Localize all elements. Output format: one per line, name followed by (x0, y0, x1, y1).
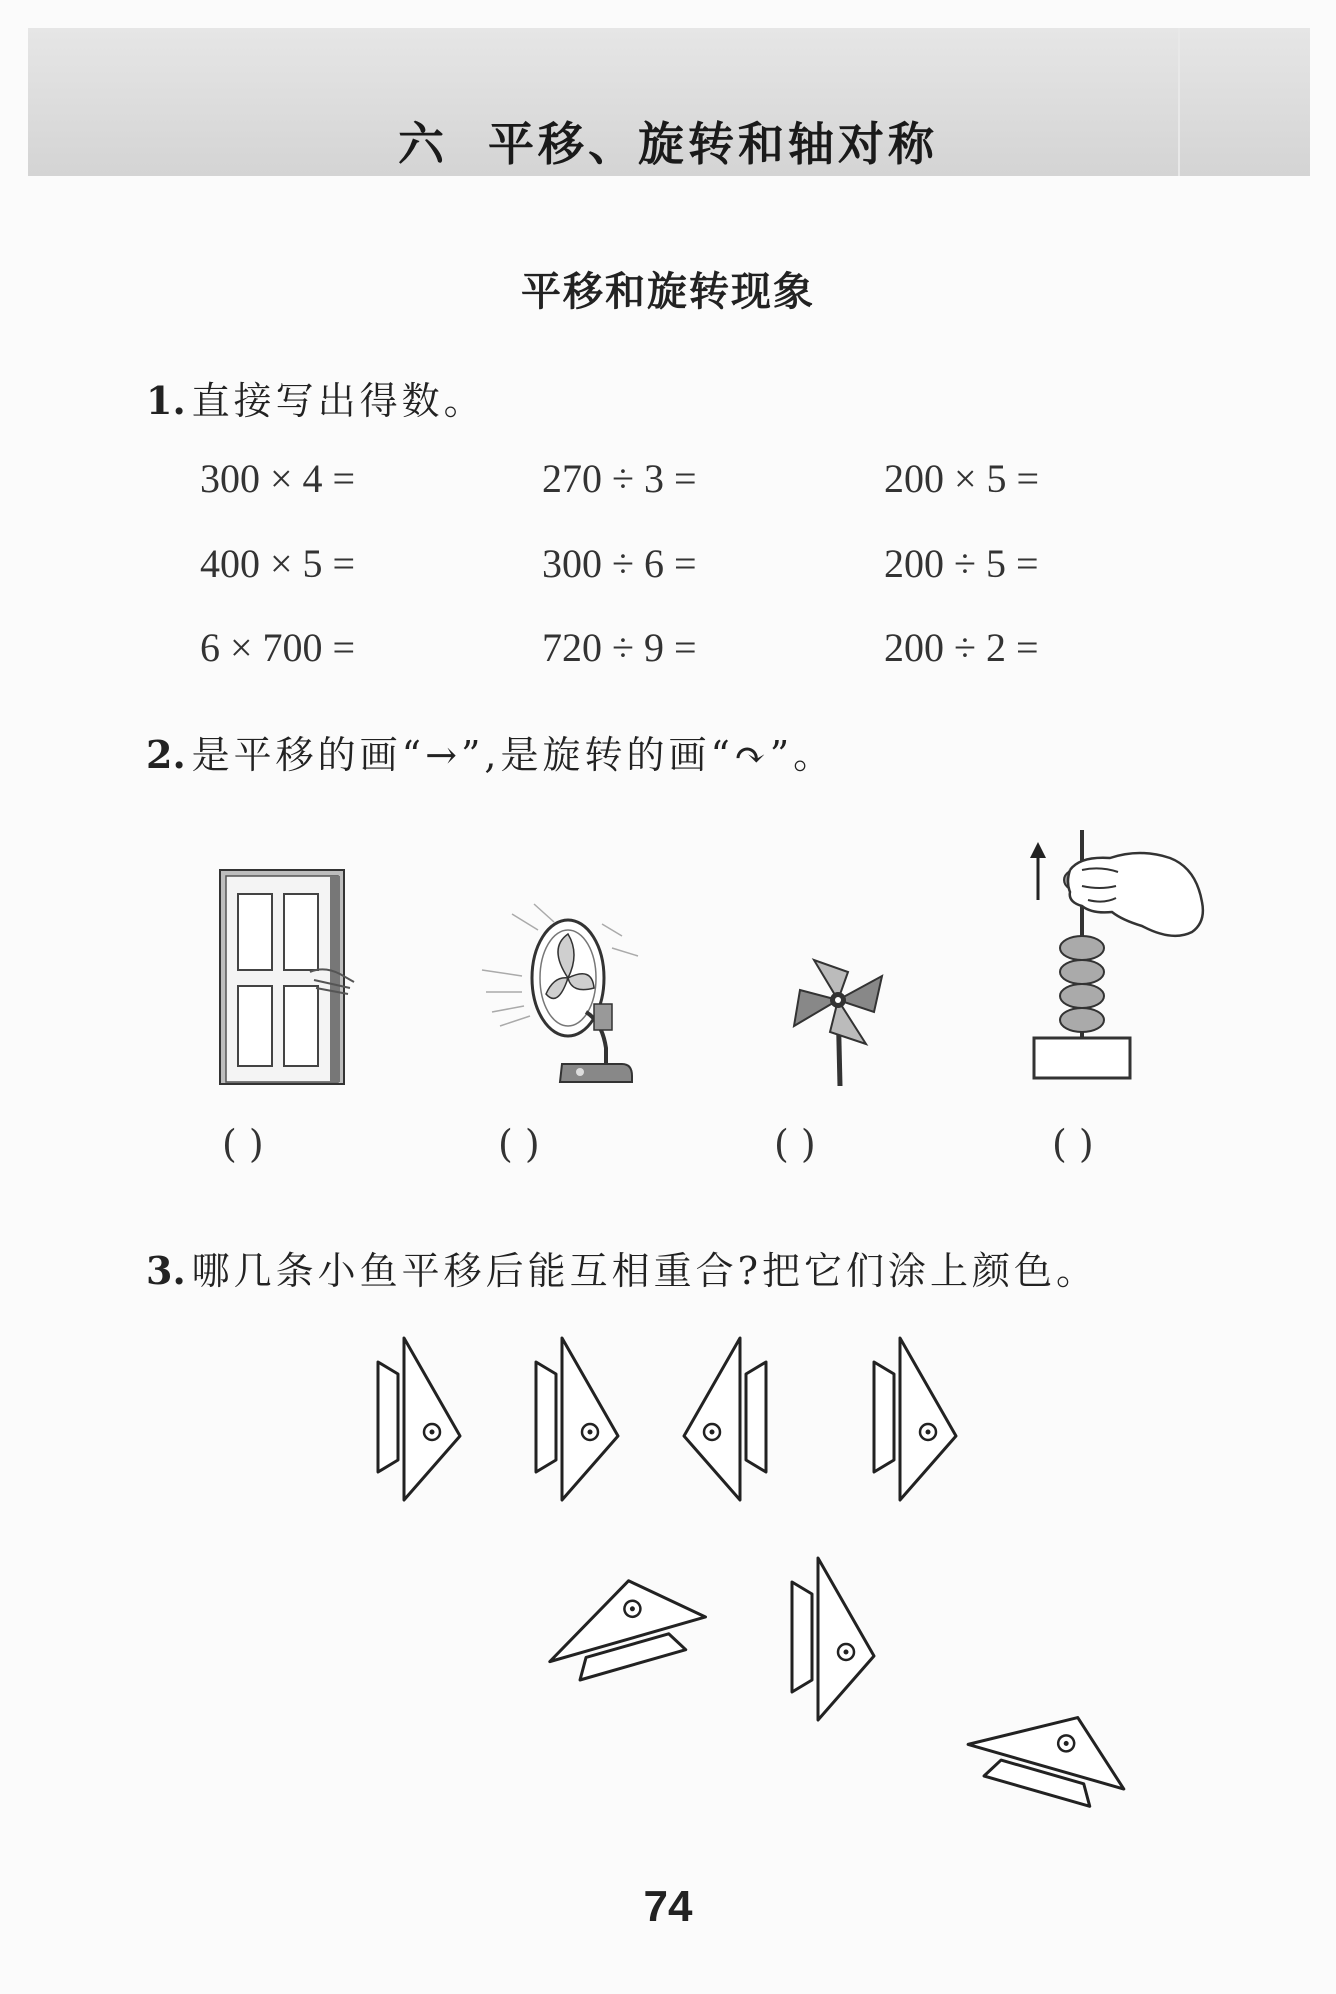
page-number: 74 (643, 1882, 693, 1931)
chapter-number: 六 (398, 117, 448, 171)
question-text: 直接写出得数。 (191, 379, 486, 423)
answer-blank[interactable]: ( ) (222, 1122, 264, 1166)
answer-blank[interactable]: ( ) (498, 1122, 540, 1166)
equation: 270 ÷ 3 = (542, 456, 697, 501)
fish-7[interactable] (961, 1691, 1139, 1814)
fish-4[interactable] (874, 1338, 956, 1500)
equation: 400 × 5 = (200, 541, 356, 586)
fish-5[interactable] (792, 1558, 874, 1720)
question-number: 2. (146, 732, 186, 777)
fish-3[interactable] (684, 1338, 766, 1500)
question-text: 哪几条小鱼平移后能互相重合?把它们涂上颜色。 (191, 1249, 1099, 1293)
equation: 300 × 4 = (200, 456, 356, 501)
equation: 720 ÷ 9 = (542, 625, 697, 670)
answer-blank[interactable]: ( ) (1052, 1122, 1094, 1166)
fish-2[interactable] (536, 1338, 618, 1500)
question-number: 3. (146, 1248, 186, 1293)
equation: 200 ÷ 5 = (884, 541, 1039, 586)
equation: 6 × 700 = (200, 625, 356, 670)
fish-1[interactable] (378, 1338, 460, 1500)
chapter-title-text: 平移、旋转和轴对称 (488, 117, 938, 171)
equation: 300 ÷ 6 = (542, 541, 697, 586)
equation: 200 × 5 = (884, 456, 1040, 501)
question-text: 是平移的画“→”,是旋转的画“↷”。 (191, 733, 836, 777)
answer-blank[interactable]: ( ) (774, 1122, 816, 1166)
question-number: 1. (146, 378, 186, 423)
fish-6[interactable] (534, 1563, 712, 1686)
section-title: 平移和旋转现象 (521, 269, 815, 315)
equation: 200 ÷ 2 = (884, 625, 1039, 670)
